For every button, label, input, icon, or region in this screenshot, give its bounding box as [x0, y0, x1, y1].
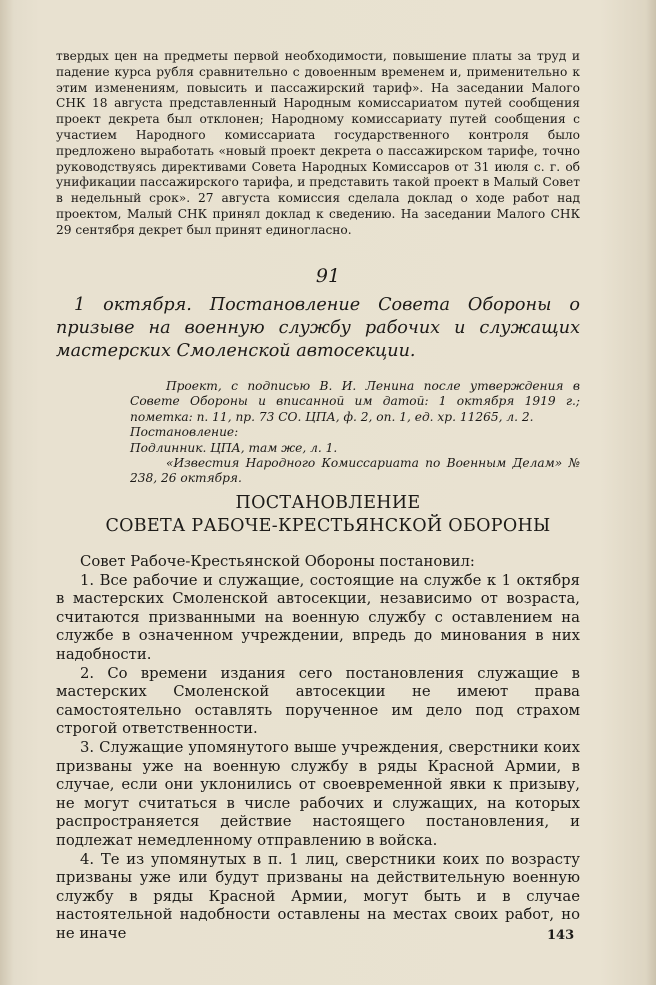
- page-number: 143: [547, 928, 575, 943]
- footnote-continuation: [56, 49, 580, 239]
- source-annotation: [130, 379, 580, 487]
- heading-line-2: СОВЕТА РАБОЧЕ-КРЕСТЬЯНСКОЙ ОБОРОНЫ: [105, 516, 551, 536]
- body-paragraph-2: 2. Со времени издания сего постановления служащие в мастерских Смоленской автосекции не имеют права самостоятельно оставлять порученное им дело под страхом строгой ответственности.: [56, 664, 580, 738]
- body-paragraph-3: 3. Служащие упомянутого выше учреждения, сверстники коих призваны уже на военную службу в ряды Красной Армии, в случае, если они уклонились от своевременной явки к призыву, не могут считаться в числе рабочих и служащих, на которых распространяется действие настоящего постановления, и подлежат немедленному отправлению в войска.: [56, 738, 580, 849]
- document-title: 1 октября. Постановление Совета Обороны о призыве на военную службу рабочих и служащих мастерских Смоленской автосекции.: [56, 295, 580, 361]
- heading-line-1: ПОСТАНОВЛЕНИЕ: [235, 493, 421, 513]
- body-paragraph-4: 4. Те из упомянутых в п. 1 лиц, сверстники коих по возрасту призваны уже или будут призваны на действительную военную службу в ряды Красной Армии, могут быть и в случае настоятельной надобности оставлены на местах своих работ, но не иначе: [56, 850, 580, 942]
- source-line-draft: Проект, с подписью В. И. Ленина после утверждения в Совете Обороны и вписанной им датой: 1 октября 1919 г.; пометка: п. 11, пр. 73 СО. ЦПА, ф. 2, оп. 1, ед. хр. 11265, л. 2.: [130, 379, 580, 424]
- source-line-label: Постановление:: [130, 425, 239, 440]
- body-intro: Совет Рабоче-Крестьянской Обороны постановил:: [80, 553, 475, 570]
- footnote-text: твердых цен на предметы первой необходимости, повышение платы за труд и падение курса рубля сравнительно с довоенным временем и, применительно к этим изменениям, повысить и пассажирский тариф». На заседании Малого СНК 18 августа представленный Народным комиссариатом путей сообщения проект декрета был отклонен; Народному комиссариату путей сообщения с участием Народного комиссариата государственного контроля было предложено выработать «новый проект декрета о пассажирском тарифе, точно руководствуясь директивами Совета Народных Комиссаров от 31 июля с. г. об унификации пассажирского тарифа, и представить такой проект в Малый Совет в недельный срок». 27 августа комиссия сделала доклад о ходе работ над проектом, Малый СНК принял доклад к сведению. На заседании Малого СНК 29 сентября декрет был принят единогласно.: [56, 49, 581, 237]
- resolution-body: [56, 553, 580, 943]
- document-number: 91: [315, 265, 341, 287]
- body-paragraph-1: 1. Все рабочие и служащие, состоящие на службе к 1 октября в мастерских Смоленской автосекции, независимо от возраста, считаются призванными на военную службу с оставлением на службе в означенном учреждении, впредь до минования в них надобности.: [56, 571, 580, 663]
- source-line-original: Подлинник. ЦПА, там же, л. 1.: [130, 440, 338, 455]
- source-line-publication: «Известия Народного Комиссариата по Военным Делам» № 238, 26 октября.: [130, 456, 580, 486]
- resolution-heading: [0, 492, 656, 538]
